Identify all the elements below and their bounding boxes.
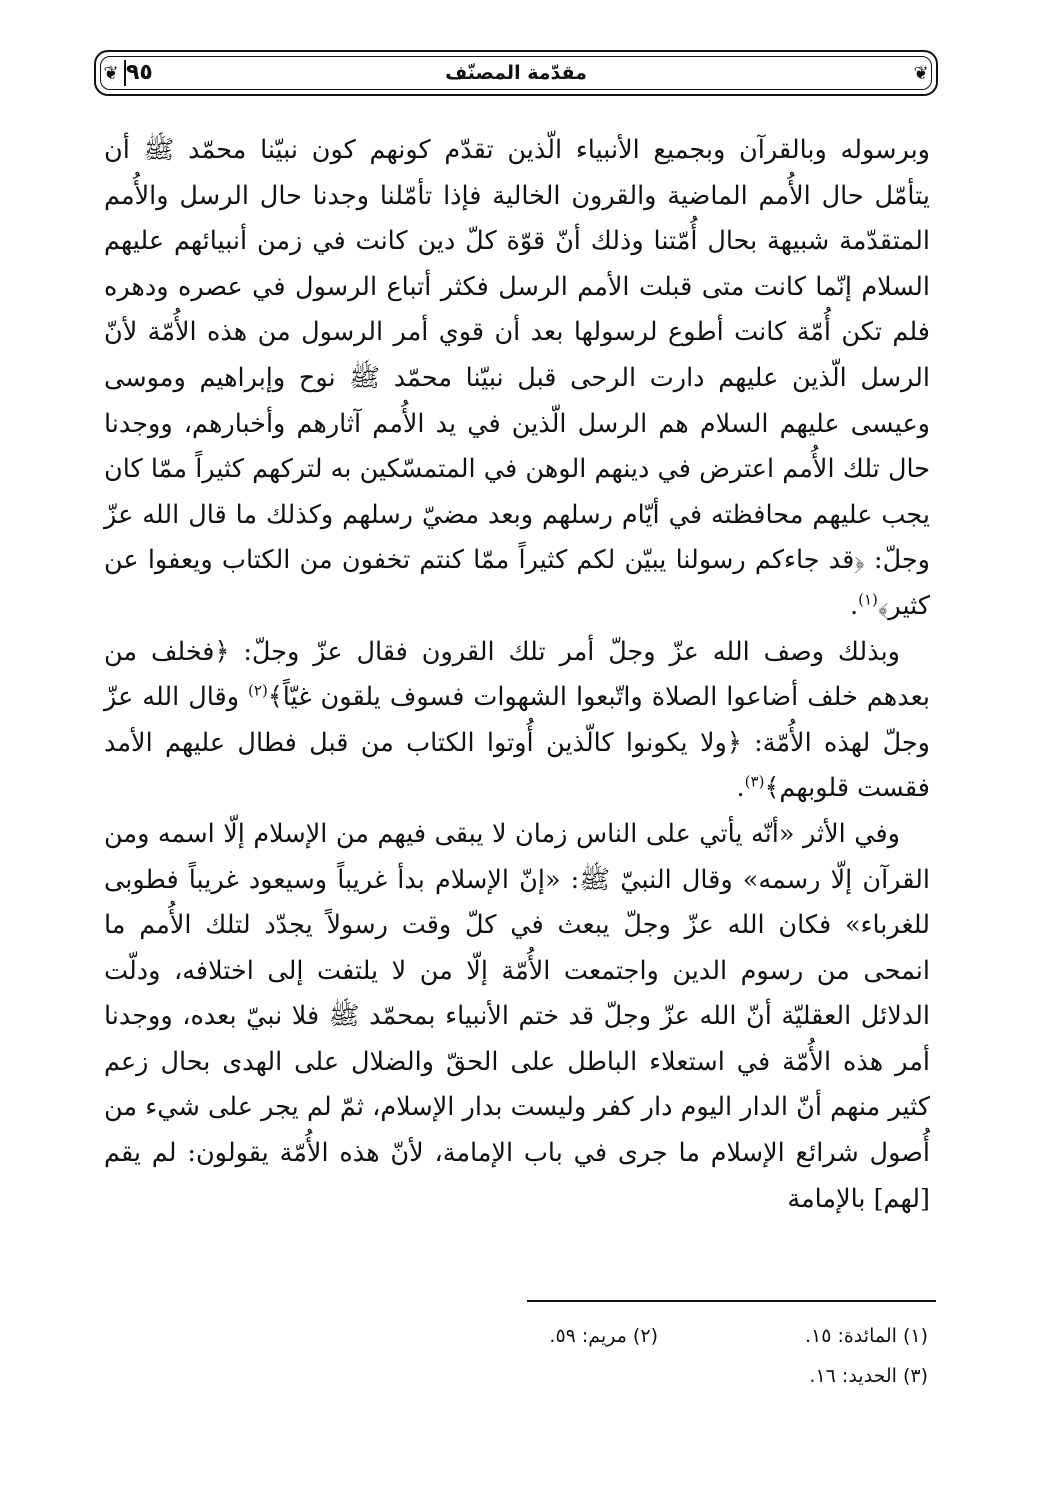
paragraph: وبذلك وصف الله عزّ وجلّ أمر تلك القرون فقال عزّ وجلّ: ﴿فخلف من بعدهم خلف أضاعوا الصلاة واتّبعوا الشهوات فسوف يلقون غيّاً﴾$^{(٢)}$ وقال الله عزّ وجلّ لهذه الأُمّة: ﴿ولا يكونوا كالّذين أُوتوا الكتاب من قبل فطال عليهم الأمد فقست قلوبهم﴾$^{(٣)}$.: [104, 636, 931, 804]
paragraph: [104, 812, 930, 1222]
paragraph-text: وبرسوله وبالقرآن وبجميع الأنبياء الّذين تقدّم كونهم كون نبيّنا محمّد ﷺ أن يتأمّل حال الأُمم الماضية والقرون الخالية فإذا تأمّلنا وجدنا حال الرسل والأُمم المتقدّمة شبيهة بحال أُمّتنا وذلك أنّ قوّة كلّ دين كانت في زمن أنبيائهم عليهم السلام إنّما كانت متى قبلت الأمم الرسل فكثر أتباع الرسول في عصره ودهره فلم تكن أُمّة كانت أطوع لرسولها بعد أن قوي أمر الرسول من هذه الأُمّة لأنّ الرسل الّذين عليهم دارت الرحى قبل نبيّنا محمّد ﷺ نوح وإبراهيم وموسى وعيسى عليهم السلام هم الرسل الّذين في يد الأُمم آثارهم وأخبارهم، ووجدنا حال تلك الأُمم اعترض في دينهم الوهن في المتمسّكين به لتركهم كثيراً ممّا كان يجب عليهم محافظته في أيّام رسلهم وبعد مضيّ رسلهم وكذلك ما قال الله عزّ وجلّ: ﴿قد جاءكم رسولنا يبيّن لكم كثيراً ممّا كنتم تخفون من الكتاب ويعفوا عن كثير﴾: [104, 135, 930, 621]
footnote: (١) المائدة: ١٥.: [804, 1325, 928, 1347]
footnote-marker: (٢): [248, 681, 268, 700]
footnote-separator: [527, 1300, 936, 1302]
page-number: ٩٥: [126, 60, 153, 85]
footnote-row: [104, 1316, 928, 1356]
paragraph: وبرسوله وبالقرآن وبجميع الأنبياء الّذين تقدّم كونهم كون نبيّنا محمّد ﷺ أن يتأمّل حال الأُمم الماضية والقرون الخالية فإذا تأمّلنا وجدنا حال الرسل والأُمم المتقدّمة شبيهة بحال أُمّتنا وذلك أنّ قوّة كلّ دين كانت في زمن أنبيائهم عليهم السلام إنّما كانت متى قبلت الأمم الرسل فكثر أتباع الرسول في عصره ودهره فلم تكن أُمّة كانت أطوع لرسولها بعد أن قوي أمر الرسول من هذه الأُمّة لأنّ الرسل الّذين عليهم دارت الرحى قبل نبيّنا محمّد ﷺ نوح وإبراهيم وموسى وعيسى عليهم السلام هم الرسل الّذين في يد الأُمم آثارهم وأخبارهم، ووجدنا حال تلك الأُمم اعترض في دينهم الوهن في المتمسّكين به لتركهم كثيراً ممّا كان يجب عليهم محافظته في أيّام رسلهم وبعد مضيّ رسلهم وكذلك ما قال الله عزّ وجلّ: ﴿قد جاءكم رسولنا يبيّن لكم كثيراً ممّا كنتم تخفون من الكتاب ويعفوا عن كثير﴾$^{(١)}$.: [104, 135, 930, 621]
running-title: مقدّمة المصنّف: [445, 62, 587, 84]
header-ornament-right-icon: ❦: [913, 63, 929, 84]
header-divider: [124, 60, 126, 86]
footnote-marker: (١): [858, 590, 878, 609]
footnotes: [104, 1316, 928, 1396]
footnote: (٢) مريم: ٥٩.: [549, 1325, 658, 1347]
header-ornament-left-icon: ❦: [103, 63, 119, 84]
footnote: (٣) الحديد: ١٦.: [809, 1365, 928, 1387]
footnote-row: [104, 1356, 928, 1396]
paragraph-text: وبذلك وصف الله عزّ وجلّ أمر تلك القرون فقال عزّ وجلّ: ﴿فخلف من بعدهم خلف أضاعوا الصلاة واتّبعوا الشهوات فسوف يلقون غيّاً﴾: [104, 636, 931, 713]
page-header: [94, 50, 938, 96]
paragraph-text: وفي الأثر «أنّه يأتي على الناس زمان لا يبقى فيهم من الإسلام إلّا اسمه ومن القرآن إلّا رسمه» وقال النبيّ ﷺ: «إنّ الإسلام بدأ غريباً وسيعود غريباً فطوبى للغرباء» فكان الله عزّ وجلّ يبعث في كلّ وقت رسولاً يجدّد لتلك الأُمم ما انمحى من رسوم الدين واجتمعت الأُمّة إلّا من لا يلتفت إلى اختلافه، ودلّت الدلائل العقليّة أنّ الله عزّ وجلّ قد ختم الأنبياء بمحمّد ﷺ فلا نبيّ بعده، ووجدنا أمر هذه الأُمّة في استعلاء الباطل على الحقّ والضلال على الهدى بحال زعم كثير منهم أنّ الدار اليوم دار كفر وليست بدار الإسلام، ثمّ لم يجر على شيء من أُصول شرائع الإسلام ما جرى في باب الإمامة، لأنّ هذه الأُمّة يقولون: لم يقم [لهم] بالإمامة: [104, 818, 930, 1214]
main-text: [104, 128, 930, 1222]
paragraph-text: وقال الله عزّ وجلّ لهذه الأُمّة: ﴿ولا يكونوا كالّذين أُوتوا الكتاب من قبل فطال عليهم الأمد فقست قلوبهم﴾: [104, 682, 930, 804]
footnote-marker: (٣): [744, 772, 765, 791]
